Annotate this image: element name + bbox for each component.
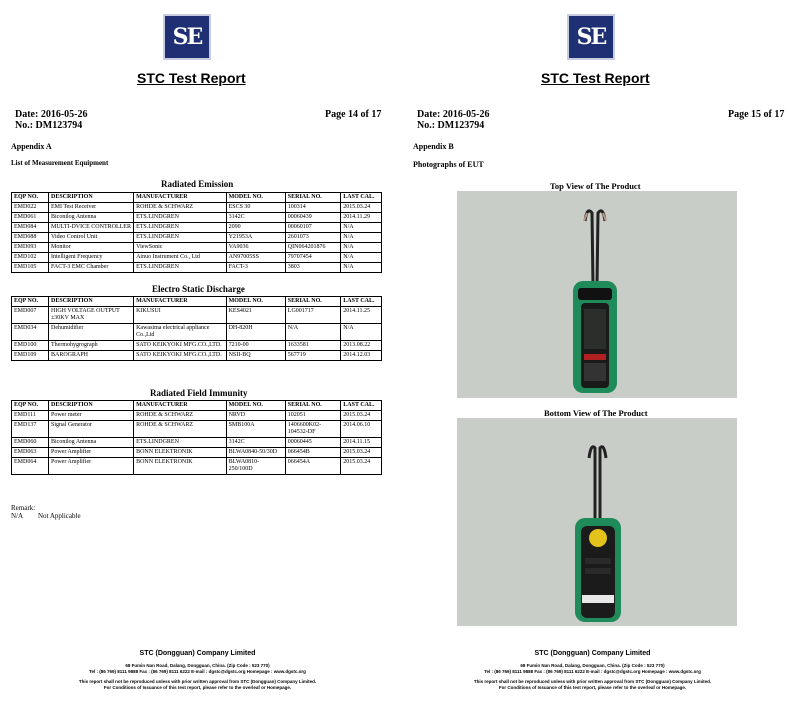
photos-title: Photographs of EUT [413, 160, 484, 169]
column-header: MANUFACTURER [134, 193, 227, 203]
bottom-view-photo [457, 418, 737, 626]
table-cell: Y21953A [226, 233, 285, 243]
table-cell: Thermohygrograph [49, 341, 134, 351]
table-cell: ViewSonic [134, 243, 227, 253]
table-cell: ETS.LINDGREN [134, 438, 227, 448]
table-row [12, 438, 382, 448]
table-cell: KES4021 [226, 307, 285, 324]
table-cell: N/A [341, 263, 382, 273]
table-cell: 00060439 [285, 213, 341, 223]
remark-key: N/A [11, 512, 24, 520]
report-number: No.: DM123794 [15, 120, 83, 131]
table-cell: 2014.11.29 [341, 213, 382, 223]
column-header: MODEL NO. [226, 401, 285, 411]
table-cell: LG001717 [285, 307, 341, 324]
table-cell: Biconilog Antenna [49, 213, 134, 223]
table-rfi [11, 400, 382, 475]
table-cell: 2015.03.24 [341, 411, 382, 421]
table-cell: Biconilog Antenna [49, 438, 134, 448]
table-cell: 3142C [226, 438, 285, 448]
table-cell: BONN ELEKTRONIK [134, 448, 227, 458]
stc-logo: SE [567, 14, 615, 60]
report-number: No.: DM123794 [417, 120, 485, 131]
column-header: DESCRIPTION [49, 193, 134, 203]
table-cell: SATO KEIKYOKI MFG.CO.,LTD. [134, 351, 227, 361]
column-header: LAST CAL. [341, 193, 382, 203]
footer-address: 68 Fumin Nan Road, Dalang, Dongguan, China. (Zip Code : 523 770) [125, 663, 270, 668]
table-cell: EMD137 [12, 421, 49, 438]
table-cell: BAROGRAPH [49, 351, 134, 361]
table-cell: EMD102 [12, 253, 49, 263]
table-cell: 00060445 [285, 438, 341, 448]
report-title: STC Test Report [541, 70, 650, 86]
table-cell: EMD093 [12, 243, 49, 253]
table-row [12, 223, 382, 233]
table-cell: 066454A [285, 458, 341, 475]
tester-top-view-image [457, 191, 737, 398]
column-header: DESCRIPTION [49, 297, 134, 307]
table-row [12, 203, 382, 213]
table-cell: EMD007 [12, 307, 49, 324]
column-header: EQP NO. [12, 401, 49, 411]
table-cell: BONN ELEKTRONIK [134, 458, 227, 475]
column-header: MANUFACTURER [134, 401, 227, 411]
table-row [12, 324, 382, 341]
table-cell: 00060107 [285, 223, 341, 233]
table-cell: Signal Generator [49, 421, 134, 438]
table-row [12, 307, 382, 324]
footer-company: STC (Dongguan) Company Limited [534, 650, 651, 657]
table-cell: 1406600K02-104532-DF [285, 421, 341, 438]
table-cell: 1633581 [285, 341, 341, 351]
page-number: Page 14 of 17 [325, 109, 382, 120]
footer-notice: This report shall not be reproduced unless with prior written approval from STC (Dongguan) Company Limited. [78, 679, 317, 684]
footer-contact: Tel : (86 769) 8111 9888 Fax : (86 769) 8111 6222 E-mail : dgstc@dgstc.org Homepage : www.dgstc.org [89, 669, 306, 674]
column-header: DESCRIPTION [49, 401, 134, 411]
column-header: MODEL NO. [226, 193, 285, 203]
table-cell: 79707454 [285, 253, 341, 263]
table-header-row [12, 401, 382, 411]
table-cell: Monitor [49, 243, 134, 253]
table-row [12, 411, 382, 421]
table-cell: HIGH VOLTAGE OUTPUT ±30KV MAX [49, 307, 134, 324]
table-cell: 3142C [226, 213, 285, 223]
table-cell: Kawasima electrical appliance Co.,Ltd [134, 324, 227, 341]
table-radiated-emission [11, 192, 382, 273]
table-cell: Power Amplifier [49, 448, 134, 458]
table-cell: N/A [341, 243, 382, 253]
tester-bottom-view-image [457, 418, 737, 626]
table-row [12, 233, 382, 243]
table-cell: FACT-3 EMC Chamber [49, 263, 134, 273]
table-cell: MULTI-DVICE CONTROLLER [49, 223, 134, 233]
table-row [12, 263, 382, 273]
table-cell: 2601073 [285, 233, 341, 243]
table-cell: Intelligent Frequency [49, 253, 134, 263]
remark-label: Remark: [11, 504, 36, 512]
table-cell: EMD109 [12, 351, 49, 361]
column-header: MANUFACTURER [134, 297, 227, 307]
table-cell: 2013.08.22 [341, 341, 382, 351]
table-cell: BLWA0810-250/100D [226, 458, 285, 475]
table-cell: EMD060 [12, 438, 49, 448]
table-cell: 100314 [285, 203, 341, 213]
footer-notice: This report shall not be reproduced unless with prior written approval from STC (Dongguan) Company Limited. [473, 679, 712, 684]
table-cell: 2014.12.03 [341, 351, 382, 361]
appendix-label: Appendix A [11, 142, 52, 151]
table-cell: 2015.03.24 [341, 458, 382, 475]
table-cell: SATO KEIKYOKI MFG.CO.,LTD. [134, 341, 227, 351]
table-cell: NSII-BQ [226, 351, 285, 361]
table-cell: 2015.03.24 [341, 203, 382, 213]
table-cell: EMD063 [12, 448, 49, 458]
table-cell: EMD034 [12, 324, 49, 341]
table-cell: Power Amplifier [49, 458, 134, 475]
column-header: EQP NO. [12, 297, 49, 307]
table-cell: 567719 [285, 351, 341, 361]
table-cell: 066454B [285, 448, 341, 458]
column-header: EQP NO. [12, 193, 49, 203]
footer-company: STC (Dongguan) Company Limited [139, 650, 256, 657]
table-cell: 2015.03.24 [341, 448, 382, 458]
table-row [12, 448, 382, 458]
table-cell: BLWA0840-50/30D [226, 448, 285, 458]
table-cell: EMD105 [12, 263, 49, 273]
bottom-view-caption: Bottom View of The Product [544, 408, 648, 418]
table-row [12, 458, 382, 475]
table-cell: FACT-3 [226, 263, 285, 273]
table-cell: EMD100 [12, 341, 49, 351]
footer-address: 68 Fumin Nan Road, Dalang, Dongguan, China. (Zip Code : 523 770) [520, 663, 665, 668]
table-row [12, 213, 382, 223]
table-cell: VA9036 [226, 243, 285, 253]
table-cell: ROHDE & SCHWARZ [134, 203, 227, 213]
table-cell: N/A [341, 223, 382, 233]
table-cell: 2090 [226, 223, 285, 233]
table-cell: ESCS 30 [226, 203, 285, 213]
table-row [12, 351, 382, 361]
column-header: SERIAL NO. [285, 401, 341, 411]
section-title-esd: Electro Static Discharge [152, 284, 245, 294]
table-cell: 3803 [285, 263, 341, 273]
table-cell: Video Control Unit [49, 233, 134, 243]
footer-conditions: For Conditions of Issuance of this test report, please refer to the overleaf or Homepage. [498, 685, 687, 690]
table-cell: EMD061 [12, 213, 49, 223]
column-header: SERIAL NO. [285, 297, 341, 307]
table-cell: KIKUSUI [134, 307, 227, 324]
table-cell: N/A [285, 324, 341, 341]
table-cell: Dehumidifier [49, 324, 134, 341]
list-title: List of Measurement Equipment [11, 159, 109, 167]
table-header-row [12, 297, 382, 307]
table-cell: Ainuo Instrument Co., Ltd [134, 253, 227, 263]
table-cell: AN97005SS [226, 253, 285, 263]
table-cell: N/A [341, 253, 382, 263]
table-cell: EMD022 [12, 203, 49, 213]
table-cell: NRVD [226, 411, 285, 421]
table-row [12, 253, 382, 263]
table-cell: Power meter [49, 411, 134, 421]
table-cell: 102051 [285, 411, 341, 421]
table-cell: ROHDE & SCHWARZ [134, 421, 227, 438]
footer [395, 650, 790, 691]
table-row [12, 421, 382, 438]
footer [0, 650, 395, 691]
column-header: MODEL NO. [226, 297, 285, 307]
table-cell: ROHDE & SCHWARZ [134, 411, 227, 421]
report-date: Date: 2016-05-26 [15, 109, 88, 120]
report-date: Date: 2016-05-26 [417, 109, 490, 120]
table-cell: ETS.LINDGREN [134, 213, 227, 223]
table-cell: N/A [341, 233, 382, 243]
table-cell: ETS.LINDGREN [134, 263, 227, 273]
stc-logo: SE [163, 14, 211, 60]
page-number: Page 15 of 17 [728, 109, 785, 120]
table-row [12, 341, 382, 351]
table-cell: 2014.06.10 [341, 421, 382, 438]
table-cell: EMD111 [12, 411, 49, 421]
section-title-rfi: Radiated Field Immunity [150, 388, 248, 398]
table-cell: DH-820H [226, 324, 285, 341]
table-cell: 2014.11.25 [341, 307, 382, 324]
table-cell: ETS.LINDGREN [134, 233, 227, 243]
table-header-row [12, 193, 382, 203]
table-cell: QIN064201876 [285, 243, 341, 253]
table-cell: EMI Test Receiver [49, 203, 134, 213]
table-row [12, 243, 382, 253]
top-view-photo [457, 191, 737, 398]
table-esd [11, 296, 382, 361]
table-cell: EMD064 [12, 458, 49, 475]
top-view-caption: Top View of The Product [550, 181, 641, 191]
remark-value: Not Applicable [38, 512, 81, 520]
table-cell: EMD084 [12, 223, 49, 233]
table-cell: ETS.LINDGREN [134, 223, 227, 233]
section-title-radiated-emission: Radiated Emission [161, 179, 234, 189]
table-cell: 2014.11.15 [341, 438, 382, 448]
column-header: LAST CAL. [341, 401, 382, 411]
table-cell: SMB100A [226, 421, 285, 438]
table-cell: N/A [341, 324, 382, 341]
column-header: SERIAL NO. [285, 193, 341, 203]
appendix-label: Appendix B [413, 142, 454, 151]
footer-contact: Tel : (86 769) 8111 9888 Fax : (86 769) 8111 6222 E-mail : dgstc@dgstc.org Homepage : www.dgstc.org [484, 669, 701, 674]
column-header: LAST CAL. [341, 297, 382, 307]
footer-conditions: For Conditions of Issuance of this test report, please refer to the overleaf or Homepage. [103, 685, 292, 690]
report-title: STC Test Report [137, 70, 246, 86]
table-cell: EMD088 [12, 233, 49, 243]
table-cell: 7210-00 [226, 341, 285, 351]
